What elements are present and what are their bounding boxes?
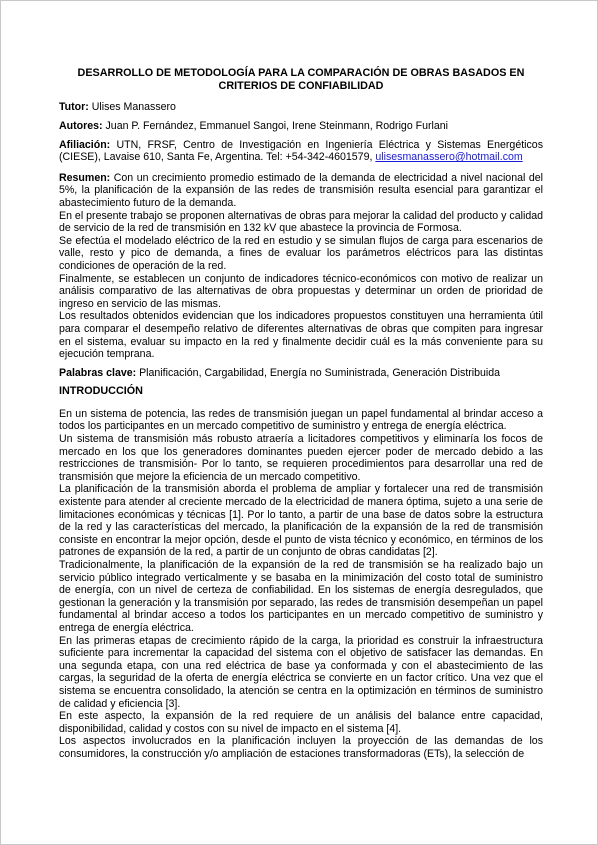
abstract-paragraph: Se efectúa el modelado eléctrico de la red en estudio y se simulan flujos de carga para escenarios de valle, resto y pico de demanda, a fines de evaluar los parámetros eléctricos para las distintas condiciones de operación de la red. (59, 234, 543, 272)
body-paragraph: Un sistema de transmisión más robusto atraería a licitadores competitivos y eliminaría los focos de mercado en los que los generadores dominantes pueden ejercer poder de mercado debido a las restricciones de transmisión- Por lo tanto, se requieren procedimientos para desarrollar una red de transmisión que mejore la eficiencia de un mercado competitivo. (59, 433, 543, 483)
body-paragraph: La planificación de la transmisión aborda el problema de ampliar y fortalecer una red de transmisión existente para atender al creciente mercado de la electricidad de manera óptima, sujeto a una serie de limitaciones económicas y técnicas [1]. Por lo tanto, a partir de una base de datos sobre la estructura de la red y las características del mercado, la planificación de la expansión de la red de transmisión consiste en encontrar la mejor opción, desde el punto de vista técnico y económico, en términos de los patrones de expansión de la red, a partir de un conjunto de obras candidatas [2]. (59, 483, 543, 559)
tutor-name: Ulises Manassero (88, 101, 176, 114)
body-paragraph: Los aspectos involucrados en la planificación incluyen la proyección de las demandas de los consumidores, la construcción y/o ampliación de estaciones transformadoras (ETs), la selección de (59, 735, 543, 760)
keywords-line (59, 367, 543, 380)
title-line: DESARROLLO DE METODOLOGÍA PARA LA COMPARACIÓN DE OBRAS BASADOS EN (77, 67, 525, 79)
paper-body (59, 67, 543, 761)
abstract-paragraph (59, 172, 543, 210)
authors-names: Juan P. Fernández, Emmanuel Sangoi, Irene Steinmann, Rodrigo Furlani (102, 120, 449, 132)
keywords-label: Palabras clave: (59, 366, 137, 379)
authors-line (59, 120, 543, 133)
body-paragraph: En las primeras etapas de crecimiento rápido de la carga, la prioridad es construir la infraestructura suficiente para incrementar la capacidad del sistema con el objetivo de satisfacer las demandas. En una segunda etapa, con una red eléctrica de base ya conformada y con el abastecimiento de las cargas, la seguridad de la oferta de energía eléctrica se convierte en un factor crítico. Una vez que el sistema se encuentra consolidado, la atención se centra en la optimización en términos de suministro de calidad y eficiencia [3]. (59, 634, 543, 710)
title-line: CRITERIOS DE CONFIABILIDAD (218, 80, 384, 93)
abstract-paragraph: Finalmente, se establecen un conjunto de indicadores técnico-económicos con motivo de realizar un análisis comparativo de las alternativas de obra propuestas y determinar un orden de prioridad de ingreso en servicio de las mismas. (59, 272, 543, 310)
section-heading: INTRODUCCIÓN (59, 385, 143, 398)
abstract-text: Con un crecimiento promedio estimado de la demanda de electricidad a nivel nacional del 5%, la planificación de la expansión de las redes de transmisión resulta esencial para garantizar el abastecimiento futuro de la demanda. (59, 171, 543, 209)
affiliation-label: Afiliación: (59, 138, 111, 151)
email-link[interactable]: ulisesmanassero@hotmail.com (375, 151, 523, 164)
abstract-paragraph: En el presente trabajo se proponen alternativas de obras para mejorar la calidad del producto y calidad de servicio de la red de transmisión en 132 kV que abastece la provincia de Formosa. (59, 209, 543, 235)
abstract-label: Resumen: (59, 171, 111, 184)
abstract (59, 172, 543, 361)
introduction-section (59, 408, 543, 761)
tutor-line (59, 101, 543, 114)
affiliation-line (59, 139, 543, 164)
tutor-label: Tutor: (59, 101, 89, 114)
affiliation-text: UTN, FRSF, Centro de Investigación en Ingeniería Eléctrica y Sistemas Energéticos (CIESE), Lavaise 610, Santa Fe, Argentina. Tel: +54-342-4601579, (59, 138, 543, 164)
body-paragraph: Tradicionalmente, la planificación de la expansión de la red de transmisión se ha realizado bajo un servicio público integrado verticalmente y se basaba en la minimización del costo total de suministro de energía, con un nivel de certeza de confiabilidad. En los sistemas de energía desregulados, que gestionan la generación y la transmisión por separado, las redes de transmisión desempeñan un papel fundamental al brindar acceso a todos los participantes en un mercado competitivo de suministro y entrega de energía eléctrica. (59, 559, 543, 634)
body-paragraph: En este aspecto, la expansión de la red requiere de un análisis del balance entre capacidad, disponibilidad, calidad y costos con su nivel de impacto en el sistema [4]. (59, 710, 543, 735)
keywords-text: Planificación, Cargabilidad, Energía no Suministrada, Generación Distribuida (136, 366, 501, 379)
paper-title (59, 67, 543, 93)
abstract-paragraph: Los resultados obtenidos evidencian que los indicadores propuestos constituyen una herramienta útil para comparar el desempeño relativo de diferentes alternativas de obras que compiten para ingresar en el sistema, evaluar su impacto en la red y finalmente decidir cuál es la más conveniente para su ejecución temprana. (59, 310, 543, 361)
body-paragraph: En un sistema de potencia, las redes de transmisión juegan un papel fundamental al brindar acceso a todos los participantes en un mercado competitivo de suministro y entrega de energía eléctrica. (59, 407, 543, 433)
authors-label: Autores: (59, 120, 103, 132)
